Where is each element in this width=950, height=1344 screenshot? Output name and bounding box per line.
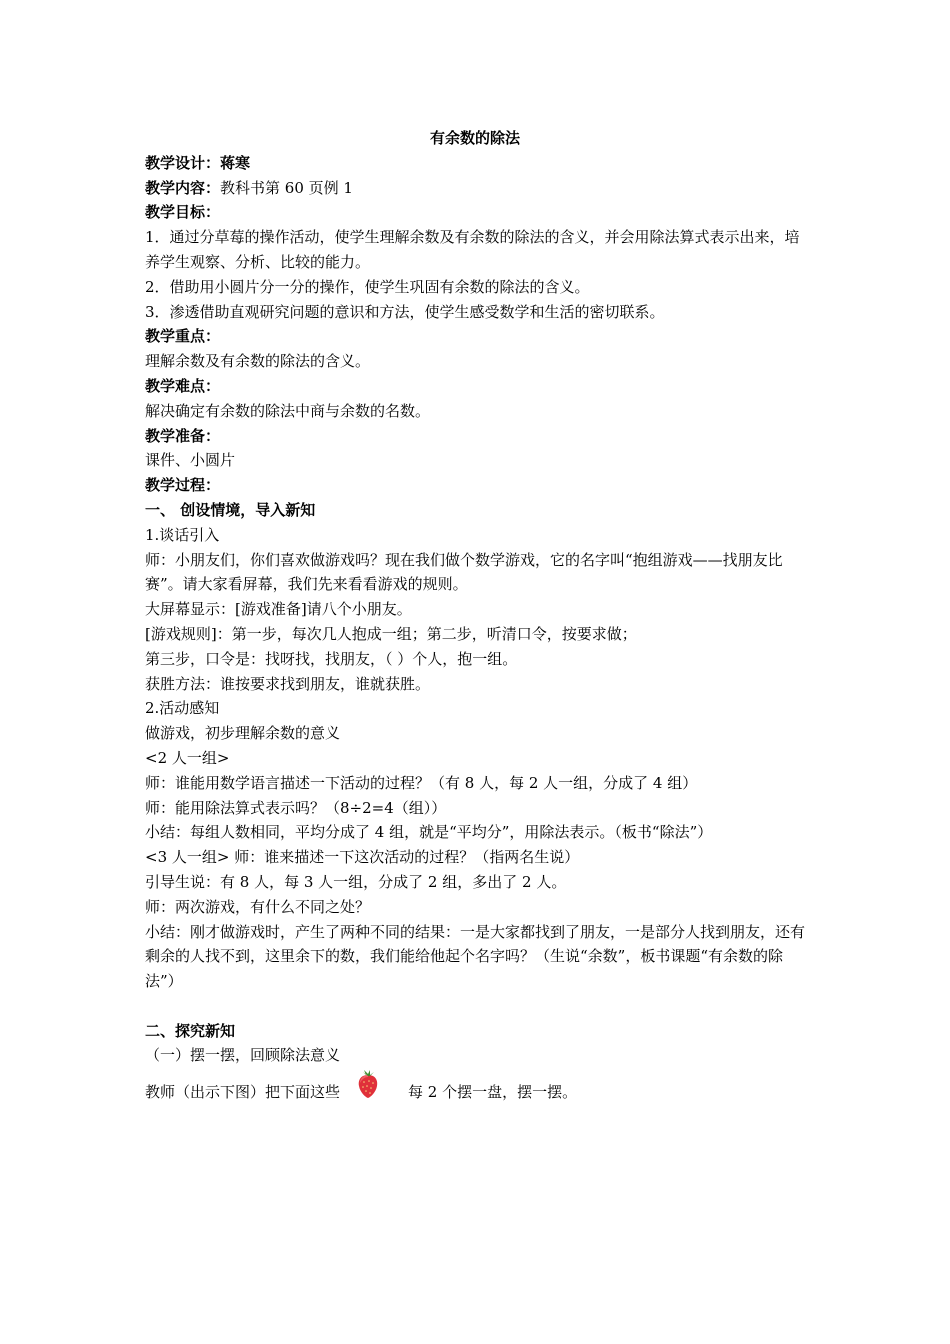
document-body [145,126,805,1112]
goal-item-2: 2．借助用小圆片分一分的操作，使学生巩固有余数的除法的含义。 [145,277,590,296]
section1-line: 第三步，口令是：找呀找，找朋友，（ ）个人，抱一组。 [145,649,518,668]
section1-heading: 一、 创设情境，导入新知 [145,500,316,519]
goals-label: 教学目标： [145,203,221,222]
goal-item-1: 1．通过分草莓的操作活动，使学生理解余数及有余数的除法的含义，并会用除法算式表示出来，培养学生观察、分析、比较的能力。 [145,228,800,271]
section2-heading: 二、探究新知 [145,1021,236,1040]
section1-line: [游戏规则]：第一步，每次几人抱成一组；第二步，听清口令，按要求做； [145,624,637,643]
content-value: 教科书第 60 页例 1 [220,178,353,197]
instruction-after: 每 2 个摆一盘，摆一摆。 [408,1082,578,1101]
section1-line: <2 人一组> [145,748,230,767]
prep-label: 教学准备： [145,426,221,445]
design-line [145,151,805,176]
content-label: 教学内容： [145,178,221,197]
difficulties-value: 解决确定有余数的除法中商与余数的名数。 [145,401,431,420]
content-line [145,176,805,201]
designer-name: 蒋寒 [220,153,251,172]
section1-line: 小结：刚才做游戏时，产生了两种不同的结果：一是大家都找到了朋友，一是部分人找到朋友，还有剩余的人找不到，这里余下的数，我们能给他起个名字吗？（生说“余数”，板书课题“有余数的除法”） [145,922,806,991]
design-label: 教学设计： [145,153,221,172]
instruction-before: 教师（出示下图）把下面这些 [145,1082,341,1101]
difficulties-label: 教学难点： [145,376,221,395]
section1-line: 做游戏，初步理解余数的意义 [145,724,341,743]
strawberry-icon-svg [356,1069,380,1099]
section1-line: 师：两次游戏，有什么不同之处？ [145,897,371,916]
section1-line: 师：小朋友们，你们喜欢做游戏吗？现在我们做个数学游戏，它的名字叫“抱组游戏——找朋友比赛”。请大家看屏幕，我们先来看看游戏的规则。 [145,550,783,594]
key-points-value: 理解余数及有余数的除法的含义。 [145,352,371,371]
section1-line: 引导生说：有 8 人，每 3 人一组，分成了 2 组，多出了 2 人。 [145,872,567,891]
section2-subheading: （一）摆一摆，回顾除法意义 [145,1046,341,1065]
paragraph-gap [145,994,805,1019]
section1-line: 获胜方法：谁按要求找到朋友，谁就获胜。 [145,674,431,693]
section1-line: 师：谁能用数学语言描述一下活动的过程？（有 8 人，每 2 人一组，分成了 4 组） [145,773,698,792]
key-points-label: 教学重点： [145,327,221,346]
strawberry-icon [356,1069,380,1099]
section1-line: 1.谈话引入 [145,525,220,544]
strawberry-instruction [145,1072,805,1112]
document-title: 有余数的除法 [429,129,520,147]
section1-line: 2.活动感知 [145,699,220,718]
section1-line: 师：能用除法算式表示吗？（8÷2=4（组）） [145,798,447,817]
prep-value: 课件、小圆片 [145,451,236,470]
process-label: 教学过程： [145,476,221,495]
section1-line: 大屏幕显示：[游戏准备]请八个小朋友。 [145,600,412,619]
goal-item-3: 3．渗透借助直观研究问题的意识和方法，使学生感受数学和生活的密切联系。 [145,302,665,321]
section1-line: 小结：每组人数相同，平均分成了 4 组，就是“平均分”，用除法表示。（板书“除法”） [145,823,713,842]
section1-line: <3 人一组> 师：谁来描述一下这次活动的过程？（指两名生说） [145,848,580,867]
